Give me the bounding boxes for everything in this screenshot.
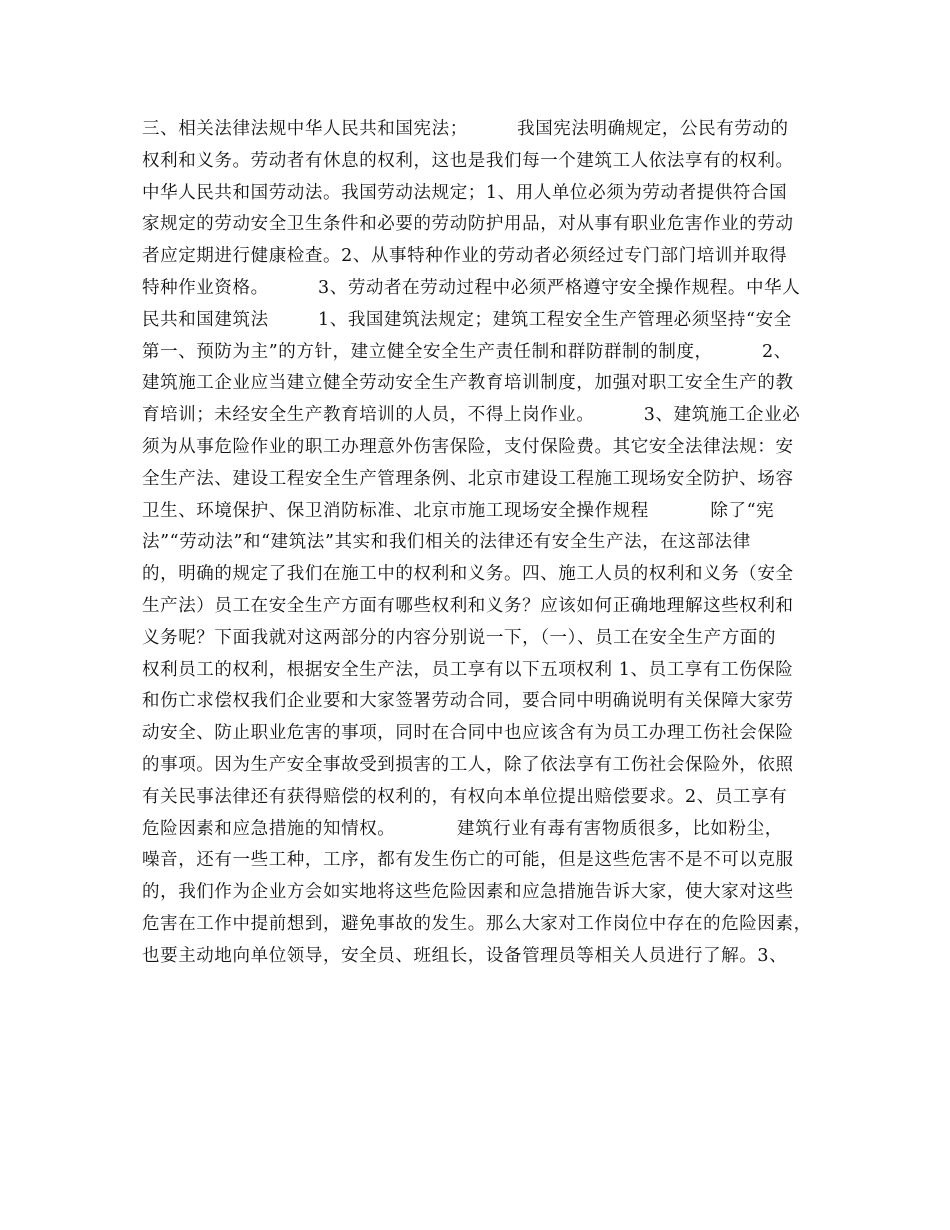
text-line: 的，明确的规定了我们在施工中的权利和义务。四、施工人员的权利和义务（安全 bbox=[142, 564, 794, 585]
text-line: 三、相关法律法规中华人民共和国宪法； 我国宪法明确规定，公民有劳动的 bbox=[142, 119, 789, 139]
text-line: 的事项。因为生产安全事故受到损害的工人，除了依法享有工伤社会保险外，依照 bbox=[142, 754, 794, 775]
text-line: 义务呢？下面我就对这两部分的内容分别说一下，（一）、员工在安全生产方面的 bbox=[142, 627, 777, 648]
text-line: 全生产法、建设工程安全生产管理条例、北京市建设工程施工现场安全防护、场容 bbox=[142, 468, 794, 489]
text-line: 权利和义务。劳动者有休息的权利，这也是我们每一个建筑工人依法享有的权利。 bbox=[142, 150, 794, 171]
text-line: 第一、预防为主”的方针，建立健全安全生产责任制和群防群制的制度， 2、 bbox=[142, 341, 792, 362]
text-line: 卫生、环境保护、保卫消防标准、北京市施工现场安全操作规程 除了“宪 bbox=[142, 500, 775, 521]
text-line: 建筑施工企业应当建立健全劳动安全生产教育培训制度，加强对职工安全生产的教 bbox=[142, 373, 794, 394]
text-line: 生产法）员工在安全生产方面有哪些权利和义务？应该如何正确地理解这些权利和 bbox=[142, 595, 794, 616]
body-text bbox=[142, 114, 832, 973]
text-line: 动安全、防止职业危害的事项，同时在合同中也应该含有为员工办理工伤社会保险 bbox=[142, 723, 794, 744]
text-line: 噪音，还有一些工种，工序，都有发生伤亡的可能，但是这些危害不是不可以克服 bbox=[142, 850, 794, 871]
text-line: 有关民事法律还有获得赔偿的权利的，有权向本单位提出赔偿要求。2、员工享有 bbox=[142, 786, 788, 807]
text-line: 育培训；未经安全生产教育培训的人员，不得上岗作业。 3、建筑施工企业必 bbox=[142, 405, 801, 426]
text-line: 家规定的劳动安全卫生条件和必要的劳动防护用品，对从事有职业危害作业的劳动 bbox=[142, 214, 794, 235]
text-line: 危险因素和应急措施的知情权。 建筑行业有毒有害物质很多，比如粉尘， bbox=[142, 818, 783, 839]
text-line: 危害在工作中提前想到，避免事故的发生。那么大家对工作岗位中存在的危险因素， bbox=[142, 913, 812, 934]
text-line: 者应定期进行健康检查。2、从事特种作业的劳动者必须经过专门部门培训并取得 bbox=[142, 246, 788, 267]
text-line: 和伤亡求偿权我们企业要和大家签署劳动合同，要合同中明确说明有关保障大家劳 bbox=[142, 691, 794, 712]
text-line: 权利员工的权利，根据安全生产法，员工享有以下五项权利 1、员工享有工伤保险 bbox=[142, 659, 794, 680]
text-line: 的，我们作为企业方会如实地将这些危险因素和应急措施告诉大家，使大家对这些 bbox=[142, 882, 794, 903]
text-line: 法”“劳动法”和“建筑法”其实和我们相关的法律还有安全生产法，在这部法律 bbox=[142, 532, 751, 553]
text-line: 也要主动地向单位领导，安全员、班组长，设备管理员等相关人员进行了解。3、 bbox=[142, 945, 788, 966]
text-line: 须为从事危险作业的职工办理意外伤害保险，支付保险费。其它安全法律法规：安 bbox=[142, 436, 794, 457]
text-line: 特种作业资格。 3、劳动者在劳动过程中必须严格遵守安全操作规程。中华人 bbox=[142, 277, 801, 298]
text-line: 民共和国建筑法 1、我国建筑法规定；建筑工程安全生产管理必须坚持“安全 bbox=[142, 309, 792, 330]
text-line: 中华人民共和国劳动法。我国劳动法规定；1、用人单位必须为劳动者提供符合国 bbox=[142, 182, 788, 203]
